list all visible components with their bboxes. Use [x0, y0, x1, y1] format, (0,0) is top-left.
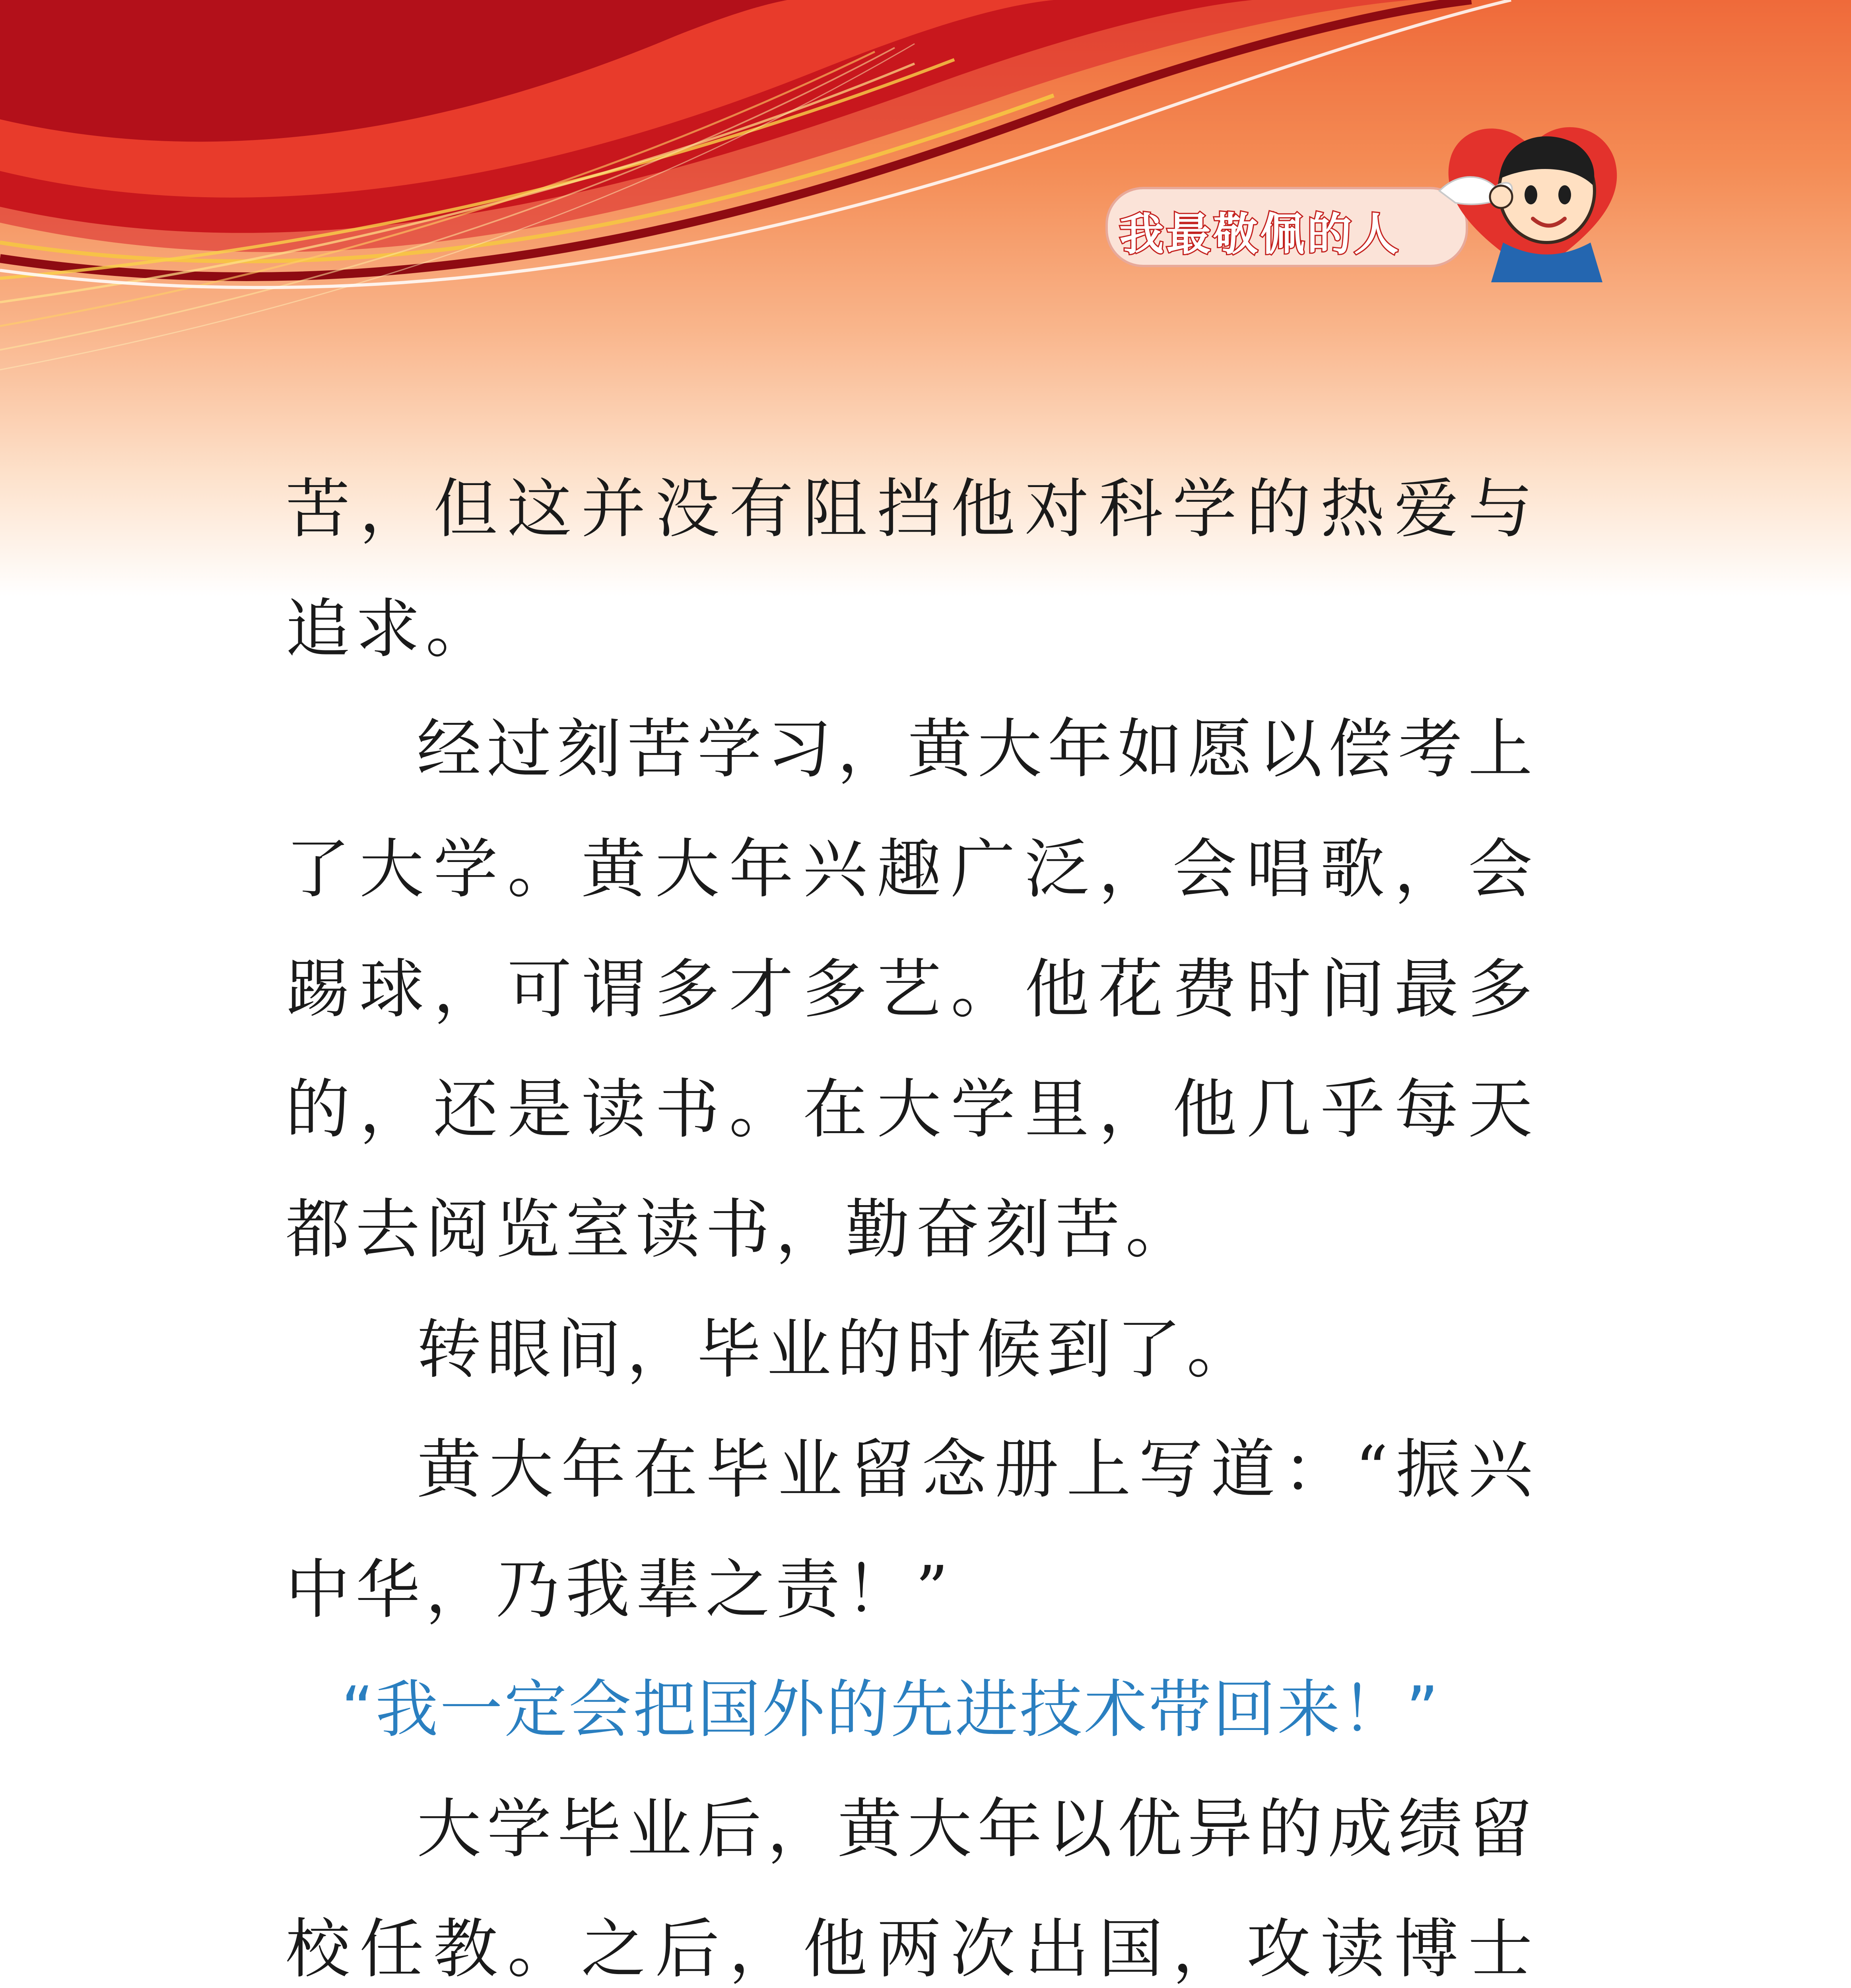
paragraph: 黄大年在毕业留念册上写道：“振兴中华，乃我辈之责！”: [286, 1433, 1538, 1627]
paragraph: 经过刻苦学习，黄大年如愿以偿考上了大学。黄大年兴趣广泛，会唱歌，会踢球，可谓多才多艺。他花费时间最多的，还是读书。在大学里，他几乎每天都去阅览室读书，勤奋刻苦。: [286, 712, 1538, 1267]
section-title: 我最敬佩的人: [1119, 208, 1401, 260]
boy-with-heart-illustration: [1416, 99, 1638, 282]
highlighted-quote-heading: “我一定会把国外的先进技术带回来！”: [341, 1673, 1440, 1746]
article-body: [286, 449, 1538, 1988]
paragraph: 大学毕业后，黄大年以优异的成绩留校任教。之后，他两次出国，攻读博士: [286, 1792, 1538, 1987]
paragraph: 苦，但这并没有阻挡他对科学的热爱与追求。: [286, 472, 1538, 667]
paragraph: 转眼间，毕业的时候到了。: [417, 1312, 1257, 1387]
